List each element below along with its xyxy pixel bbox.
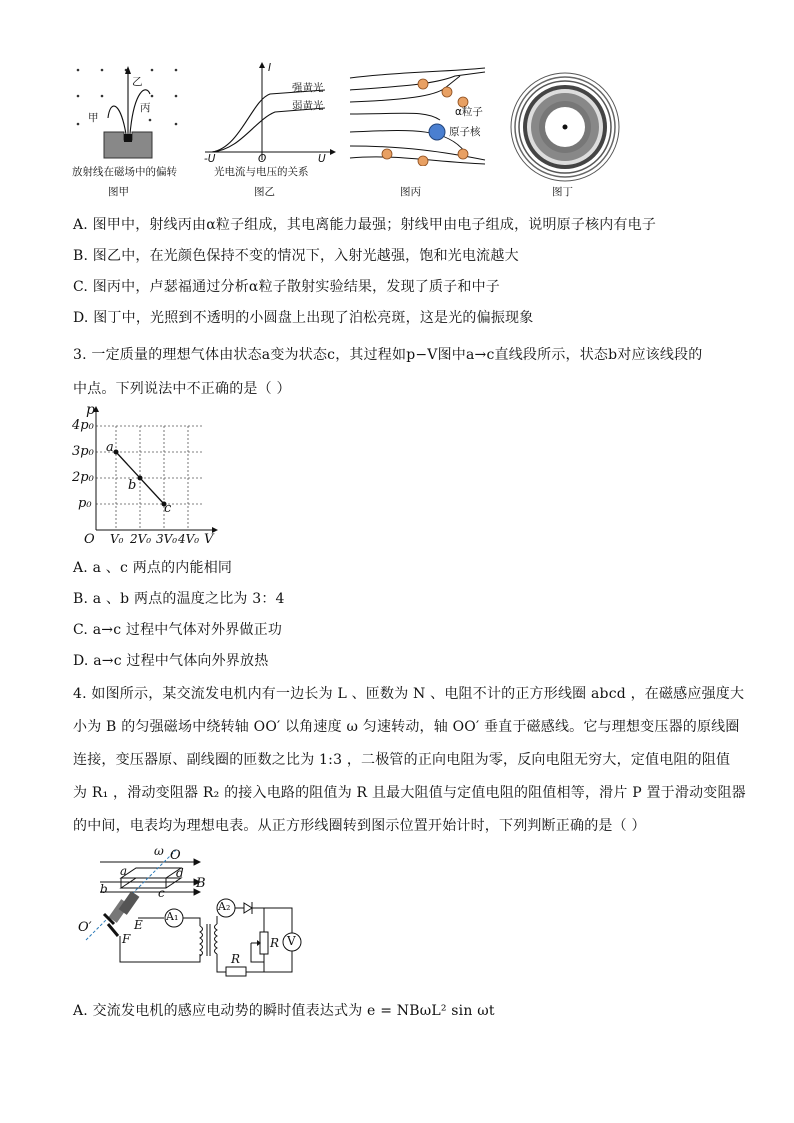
figure-jia-desc: 放射线在磁场中的偏转 [72,166,177,178]
label-bing: 丙 [140,102,151,114]
circuit-a: a [120,864,128,878]
q2-option-d: D. 图丁中，光照到不透明的小圆盘上出现了泊松亮斑，这是光的偏振现象 [73,310,534,326]
q3-option-a: A. a 、c 两点的内能相同 [73,560,233,576]
circuit-O-prime: O′ [78,920,92,935]
circuit-R-fixed: R [231,952,241,966]
circuit-c: c [158,886,165,900]
q3-option-c: C. a→c 过程中气体对外界做正功 [73,622,283,638]
circuit-b: b [100,882,108,896]
pv-x-tick-4v0: 4V₀ [178,532,200,546]
figure-yi-desc: 光电流与电压的关系 [214,166,309,178]
label-weak-light: 弱黄光 [292,100,324,112]
pv-origin: O [84,532,95,547]
circuit-B: B [196,876,206,891]
q2-option-a: A. 图甲中，射线丙由α粒子组成，其电离能力最强；射线甲由电子组成，说明原子核内有电子 [73,217,657,233]
pv-y-axis-label: p [86,402,95,418]
label-yi: 乙 [132,76,143,88]
circuit-d: d [176,866,184,880]
label-O: O [258,153,267,165]
q3-option-b: B. a 、b 两点的温度之比为 3：4 [73,591,285,607]
pv-x-tick-2v0: 2V₀ [130,532,152,546]
q4-stem-line2: 小为 B 的匀强磁场中绕转轴 OO′ 以角速度 ω 匀速转动，轴 OO′ 垂直于磁感线。它与理想变压器的原线圈 [73,719,740,735]
q2-option-c: C. 图丙中，卢瑟福通过分析α粒子散射实验结果，发现了质子和中子 [73,279,500,295]
circuit-F: F [122,932,131,946]
figure-jia [68,60,193,200]
pv-y-tick-3p0: 3p₀ [72,444,94,459]
q4-stem-line5: 的中间，电表均为理想电表。从正方形线圈转到图示位置开始计时，下列判断正确的是（ ） [73,818,646,834]
circuit-O: O [170,848,181,863]
label-nucleus: 原子核 [449,126,481,138]
figure-ding-drawing [510,72,620,182]
pv-y-tick-2p0: 2p₀ [72,470,94,485]
pv-point-b: b [128,478,137,493]
circuit-V: V [287,934,296,948]
label-alpha: α粒子 [455,106,483,118]
q4-stem-line4: 为 R₁ ，滑动变阻器 R₂ 的接入电路的阻值为 R 且最大阻值与定值电阻的阻值相等，滑片 P 置于滑动变阻器 [73,785,746,801]
q3-pv-graph [72,404,222,552]
label-jia: 甲 [88,112,99,124]
pv-x-tick-3v0: 3V₀ [156,532,178,546]
pv-x-tick-v0: V₀ [110,532,124,546]
label-strong-light: 强黄光 [292,82,324,94]
q3-option-d: D. a→c 过程中气体向外界放热 [73,653,269,669]
circuit-A2: A₂ [218,900,231,913]
figure-ding-caption: 图丁 [552,186,573,198]
circuit-drawing [76,844,316,978]
pv-graph-drawing [72,404,222,552]
label-Uc: -U [204,153,216,165]
pv-point-c: c [164,501,172,516]
q2-option-b: B. 图乙中，在光颜色保持不变的情况下，入射光越强，饱和光电流越大 [73,248,519,264]
circuit-E: E [134,918,143,932]
pv-x-axis-label: V [204,532,214,547]
q4-stem-line1: 4. 如图所示，某交流发电机内有一边长为 L 、匝数为 N 、电阻不计的正方形线圈 abcd ，在磁感应强度大 [73,686,745,702]
pv-point-a: a [106,440,114,455]
figure-jia-drawing [68,60,193,180]
q3-stem-line1: 3. 一定质量的理想气体由状态a变为状态c，其过程如p−V图中a→c直线段所示，状态b对应该线段的 [73,347,703,363]
pv-y-tick-p0: p₀ [78,496,92,511]
pv-y-tick-4p0: 4p₀ [72,418,94,433]
q4-circuit-figure [76,844,316,978]
figure-yi [200,60,340,200]
circuit-omega: ω [154,844,164,858]
label-U: U [318,153,326,165]
label-I: I [268,62,272,74]
figure-yi-caption: 图乙 [254,186,275,198]
circuit-R-slider: R [270,936,280,950]
circuit-A1: A₁ [166,910,179,923]
figure-jia-caption: 图甲 [108,186,129,198]
figure-ding [510,72,620,200]
q4-option-a: A. 交流发电机的感应电动势的瞬时值表达式为 e = NBωL² sin ωt [73,1003,495,1019]
figure-bing [345,66,495,200]
q3-stem-line2: 中点。下列说法中不正确的是（ ） [73,381,291,397]
q4-stem-line3: 连接，变压器原、副线圈的匝数之比为 1:3 ，二极管的正向电阻为零，反向电阻无穷大，定值电阻的阻值 [73,752,731,768]
figure-bing-caption: 图丙 [400,186,421,198]
